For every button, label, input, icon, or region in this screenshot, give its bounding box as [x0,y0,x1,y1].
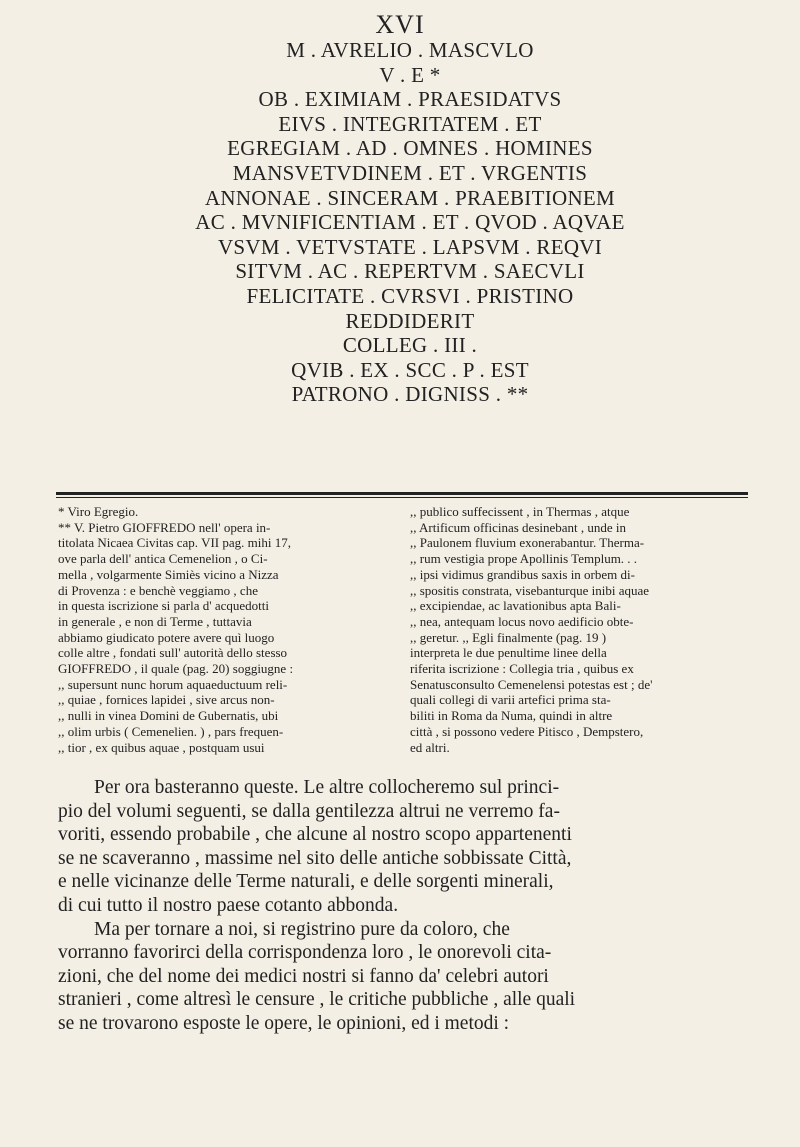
footnote-line: ,, rum vestigia prope Apollinis Templum. . . [410,551,638,567]
footnote-line: interpreta le due penultime linee della [410,645,607,661]
footnote-line: colle altre , fondati sull' autorità dello stesso [58,645,288,661]
footnotes-left-column [58,504,388,755]
paragraph-line: vorranno favorirci della corrispondenza loro , le onorevoli cita- [58,942,552,964]
inscription-line: REDDIDERIT [345,308,475,333]
footnote-line: ,, geretur. ,, Egli finalmente (pag. 19 ) [410,629,607,645]
body-text [58,776,750,1036]
footnotes-right-column [410,504,740,755]
footnote-line: mella , volgarmente Simiès vicino a Nizza [58,566,279,582]
inscription-line: FELICITATE . CVRSVI . PRISTINO [246,283,574,308]
inscription-line: MANSVETVDINEM . ET . VRGENTIS [232,160,588,185]
footnote-line: ,, Paulonem fluvium exonerabantur. Therma- [410,535,645,551]
footnote-line: ,, spositis constrata, visebanturque inibi aquae [410,582,650,598]
footnote-line: ,, ipsi vidimus grandibus saxis in orbem di- [410,566,635,582]
footnote-line: Senatusconsulto Cemenelensi potestas est ; de' [410,676,653,692]
inscription-line: QVIB . EX . SCC . P . EST [291,357,529,382]
inscription-line: VSVM . VETVSTATE . LAPSVM . REQVI [217,234,603,259]
footnote-line: biliti in Roma da Numa, quindi in altre [410,708,613,724]
paragraph-line: di cui tutto il nostro paese cotanto abbonda. [58,894,399,916]
footnote-line: quali collegi di varii artefici prima sta- [410,692,611,708]
inscription-line: V . E * [379,62,441,87]
footnote-line: in generale , e non di Terme , tuttavia [58,613,252,629]
footnote-line: ed altri. [410,739,450,755]
paragraph-line: zioni, che del nome dei medici nostri si fanno da' celebri autori [58,965,549,987]
inscription-line: EIVS . INTEGRITATEM . ET [278,111,542,136]
paragraph-line: e nelle vicinanze delle Terme naturali, e delle sorgenti minerali, [58,871,554,893]
inscription-line: OB . EXIMIAM . PRAESIDATVS [258,87,562,112]
paragraph-line: Ma per tornare a noi, si registrino pure da coloro, che [94,918,510,940]
footnote-divider [56,492,748,495]
footnote-line: ,, olim urbis ( Cemenelien. ) , pars frequen- [58,723,284,739]
paragraph-line: se ne trovarono esposte le opere, le opinioni, ed i metodi : [58,1012,510,1034]
paragraph-line: Per ora basteranno queste. Le altre collocheremo sul princi- [94,777,560,798]
paragraph-line: se ne scaveranno , massime nel sito delle antiche sobbissate Città, [58,847,572,869]
inscription-line: EGREGIAM . AD . OMNES . HOMINES [227,136,593,161]
footnote-line: in questa iscrizione si parla d' acquedotti [58,598,269,614]
footnote-line: ove parla dell' antica Cemenelion , o Ci- [58,551,268,567]
footnote-line: di Provenza : e benchè veggiamo , che [58,582,258,598]
inscription-line: M . AVRELIO . MASCVLO [286,38,534,62]
inscription-line: SITVM . AC . REPERTVM . SAECVLI [235,259,585,284]
footnote-line: ,, publico suffecissent , in Thermas , atque [410,504,630,519]
inscription-line: PATRONO . DIGNISS . ** [291,382,529,407]
footnote-line: riferita iscrizione : Collegia tria , quibus ex [410,661,634,677]
footnote-line: ,, Artificum officinas desinebant , unde in [410,519,627,535]
inscription-line: ANNONAE . SINCERAM . PRAEBITIONEM [204,185,616,210]
latin-inscription [120,38,700,407]
footnote-line: titolata Nicaea Civitas cap. VII pag. mihi 17, [58,535,291,551]
footnote-line: ,, excipiendae, ac lavationibus apta Bali- [410,598,621,614]
footnote-line: ,, tior , ex quibus aquae , postquam usui [58,739,265,755]
footnote-divider-thin [56,497,748,498]
footnote-line: GIOFFREDO , il quale (pag. 20) soggiugne : [58,661,294,677]
inscription-line: AC . MVNIFICENTIAM . ET . QVOD . AQVAE [195,210,625,235]
footnote-line: * Viro Egregio. [58,504,139,519]
footnote-line: ,, nea, antequam locus novo aedificio obte- [410,613,634,629]
footnote-line: ,, nulli in vinea Domini de Gubernatis, ubi [58,708,279,724]
footnote-line: ** V. Pietro GIOFFREDO nell' opera in- [58,519,271,535]
paragraph-line: stranieri , come altresì le censure , le critiche pubbliche , alle quali [58,989,576,1011]
paragraph-line: pio del volumi seguenti, se dalla gentilezza altrui ne verremo fa- [58,800,560,822]
inscription-line: COLLEG . III . [342,333,478,358]
footnote-line: abbiamo giudicato potere avere quì luogo [58,629,275,645]
footnote-line: ,, quiae , fornices lapidei , sive arcus non- [58,692,275,708]
paragraph-line: voriti, essendo probabile , che alcune al nostro scopo appartenenti [58,824,572,846]
footnote-line: città , si possono vedere Pitisco , Dempstero, [410,723,644,739]
page-number: XVI [375,10,425,39]
footnote-line: ,, supersunt nunc horum aquaeductuum reli- [58,676,288,692]
